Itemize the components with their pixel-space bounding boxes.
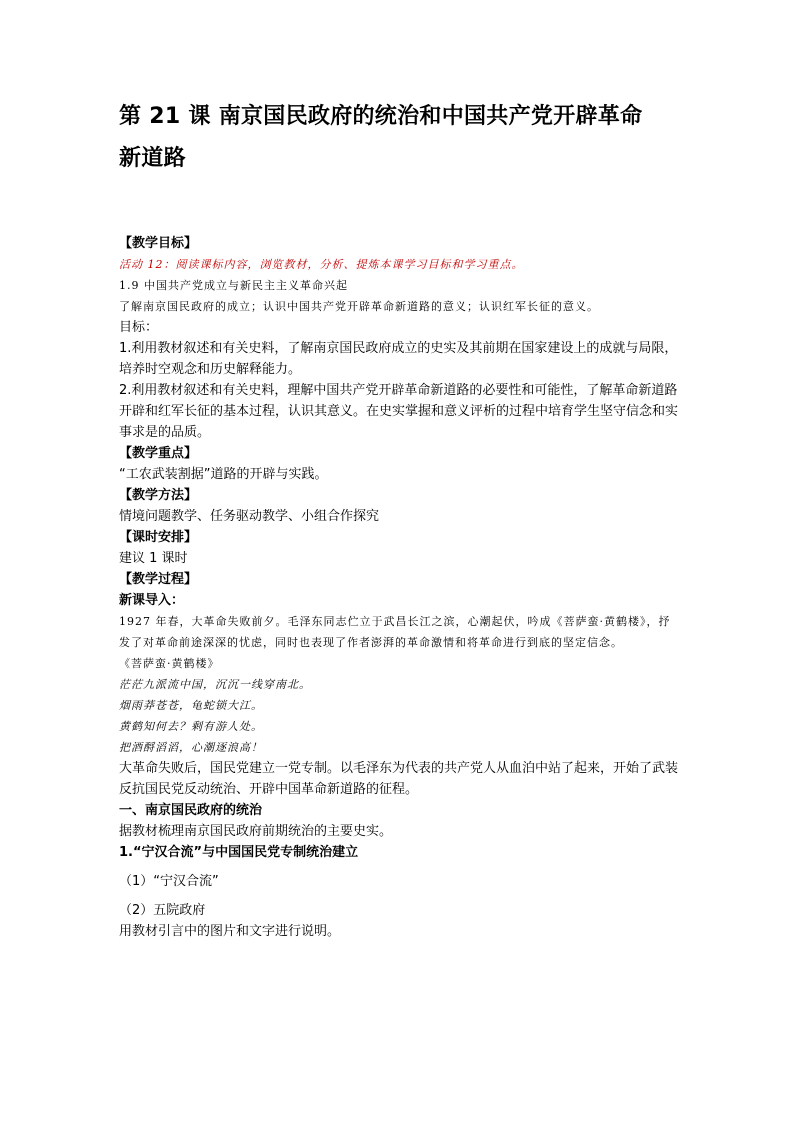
poem-line-3: 黄鹤知何去？剩有游人处。 — [119, 720, 263, 733]
list-item-1: （1）“宁汉合流” — [119, 874, 219, 889]
list-item-2-note: 用教材引言中的图片和文字进行说明。 — [119, 924, 341, 939]
intro-heading: 新课导入： — [119, 593, 185, 608]
goal-item-1: 1.利用教材叙述和有关史料，了解南京国民政府成立的史实及其前期在国家建设上的成就与局限，培养时空观念和历史解释能力。 — [119, 341, 678, 377]
subsection-1-heading: 1.“宁汉合流”与中国国民党专制统治建立 — [119, 845, 359, 860]
poem-line-1: 茫茫九派流中国，沉沉一线穿南北。 — [119, 678, 311, 691]
goal-heading: 【教学目标】 — [119, 236, 198, 251]
transition-text: 大革命失败后，国民党建立一党专制。以毛泽东为代表的共产党人从血泊中站了起来，开始了武装反抗国民党反动统治、开辟中国革命新道路的征程。 — [119, 761, 679, 797]
poem-line-2: 烟雨莽苍苍，龟蛇锁大江。 — [119, 699, 263, 712]
activity-instruction: 活动 12：阅读课标内容，浏览教材，分析、提炼本课学习目标和学习重点。 — [119, 258, 524, 271]
lesson-title-line-2: 新道路 — [119, 146, 186, 171]
lesson-title — [119, 96, 699, 180]
intro-text: 1927 年春，大革命失败前夕。毛泽东同志伫立于武昌长江之滨，心潮起伏，吟成《菩萨蛮·黄鹤楼》，抒发了对革命前途深深的忧虑，同时也表现了作者澎湃的革命激情和将革命进行到底的坚定信念。 — [119, 615, 671, 649]
method-text: 情境问题教学、任务驱动教学、小组合作探究 — [119, 509, 380, 524]
goal-label: 目标： — [119, 320, 159, 335]
process-heading: 【教学过程】 — [119, 572, 198, 587]
section-1-heading: 一、南京国民政府的统治 — [119, 803, 263, 818]
curriculum-standard-text: 了解南京国民政府的成立；认识中国共产党开辟革命新道路的意义；认识红军长征的意义。 — [119, 300, 599, 313]
curriculum-standard-number: 1.9 中国共产党成立与新民主主义革命兴起 — [119, 279, 348, 292]
key-point-heading: 【教学重点】 — [119, 446, 198, 461]
section-1-intro: 据教材梳理南京国民政府前期统治的主要史实。 — [119, 824, 393, 839]
poem-title: 《菩萨蛮·黄鹤楼》 — [119, 657, 220, 670]
key-point-text: “工农武装割据”道路的开辟与实践。 — [119, 467, 328, 482]
document-body — [119, 233, 679, 942]
method-heading: 【教学方法】 — [119, 488, 198, 503]
lesson-title-line-1: 第 21 课 南京国民政府的统治和中国共产党开辟革命 — [119, 104, 643, 129]
time-text: 建议 1 课时 — [119, 551, 188, 566]
goal-item-2: 2.利用教材叙述和有关史料，理解中国共产党开辟革命新道路的必要性和可能性，了解革命新道路开辟和红军长征的基本过程，认识其意义。在史实掌握和意义评析的过程中培育学生坚守信念和实事求是的品质。 — [119, 383, 679, 440]
time-heading: 【课时安排】 — [119, 530, 198, 545]
list-item-2: （2）五院政府 — [119, 903, 206, 918]
poem-line-4: 把酒酹滔滔，心潮逐浪高！ — [119, 741, 263, 754]
